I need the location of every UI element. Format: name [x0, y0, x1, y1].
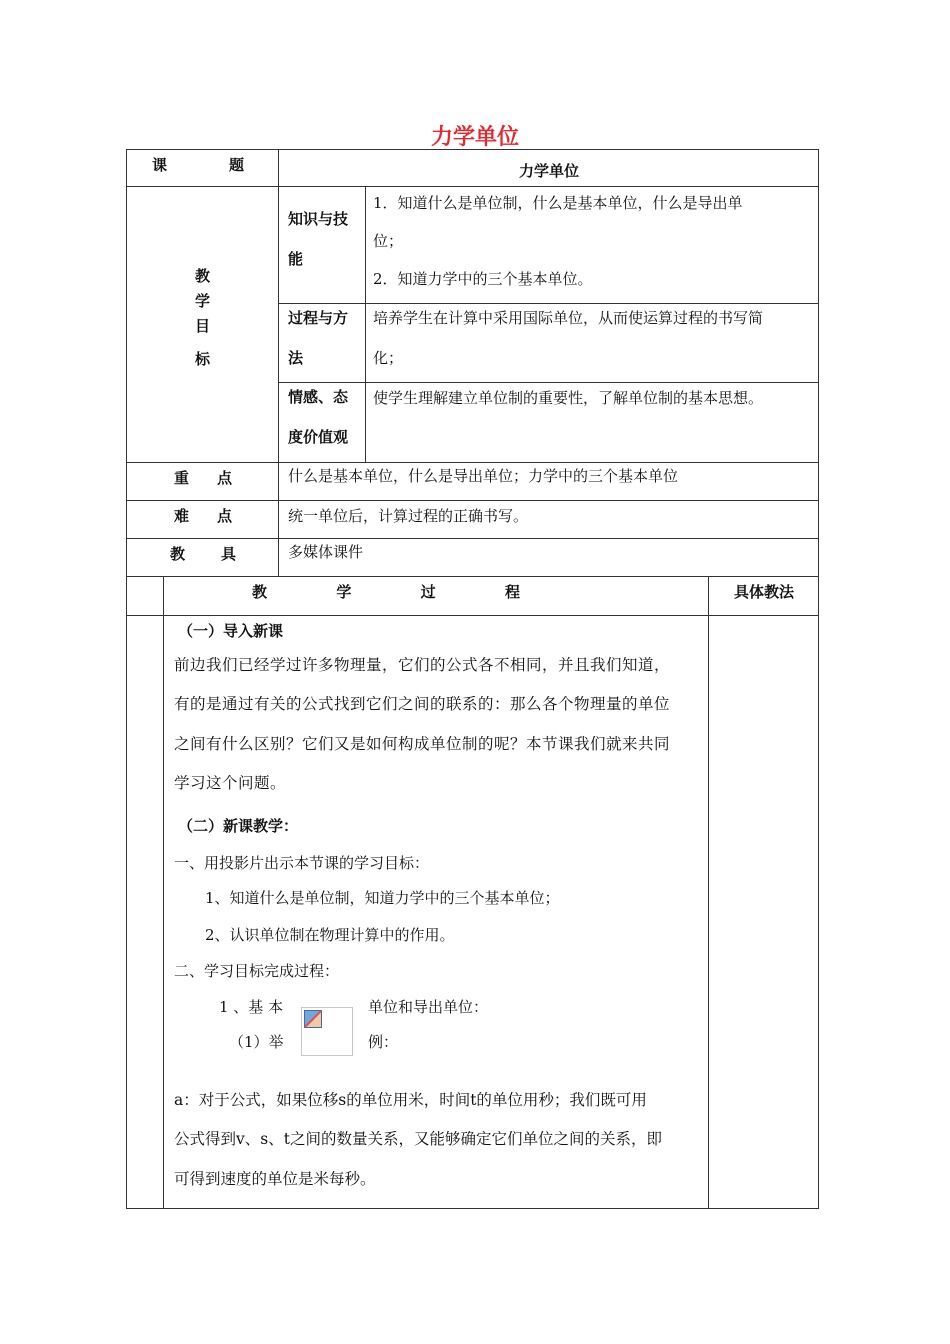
paragraph-line: 之间有什么区别？它们又是如何构成单位制的呢？本节课我们就来共同 — [174, 734, 671, 753]
topic-value: 力学单位 — [518, 162, 579, 180]
category-line: 情感、态 — [288, 388, 349, 406]
label-char: 点 — [216, 507, 232, 525]
difficulties-value: 统一单位后，计算过程的正确书写。 — [288, 507, 529, 525]
topic-label-char: 题 — [228, 156, 244, 174]
step-two: 二、学习目标完成过程： — [174, 962, 340, 980]
goal-one: 1、知道什么是单位制，知道力学中的三个基本单位； — [205, 889, 560, 907]
label-char: 点 — [216, 469, 232, 487]
objectives-label — [127, 264, 278, 372]
category-line: 过程与方 — [288, 309, 349, 327]
broken-image-icon — [304, 1010, 322, 1028]
sub-one-left: 1 、基 本 — [219, 998, 284, 1016]
objectives-label-char: 学 — [194, 292, 210, 310]
column-divider — [365, 186, 366, 462]
column-divider — [163, 576, 164, 1209]
process-header-label — [252, 581, 520, 602]
example-paragraph — [174, 1081, 704, 1199]
section-intro-title: （一）导入新课 — [178, 622, 284, 640]
category-line: 度价值观 — [288, 428, 349, 446]
objective-category-knowledge — [288, 199, 365, 279]
tools-label — [170, 543, 236, 564]
sub-two-right: 例： — [368, 1033, 399, 1051]
paragraph-line: 有的是通过有关的公式找到它们之间的联系的：那么各个物理量的单位 — [174, 695, 671, 714]
goal-two: 2、认识单位制在物理计算中的作用。 — [205, 926, 455, 944]
label-char: 难 — [174, 507, 190, 525]
objective-line: 使学生理解建立单位制的重要性，了解单位制的基本思想。 — [373, 389, 764, 407]
topic-label — [152, 154, 244, 175]
label-char: 教 — [252, 583, 268, 601]
label-char: 过 — [420, 583, 436, 601]
sub-one-right: 单位和导出单位： — [368, 998, 489, 1016]
label-char: 重 — [174, 469, 190, 487]
page-title: 力学单位 — [430, 125, 519, 150]
category-line: 法 — [288, 349, 304, 367]
paragraph-line: 公式得到v、s、t之间的数量关系，又能够确定它们单位之间的关系，即 — [174, 1130, 662, 1149]
objective-line: 化； — [373, 349, 404, 367]
step-one: 一、用投影片出示本节课的学习目标： — [174, 854, 430, 872]
objective-line: 培养学生在计算中采用国际单位，从而使运算过程的书写简 — [373, 309, 764, 327]
objective-line: 位； — [373, 232, 404, 250]
row-divider — [126, 538, 819, 539]
paragraph-line: 可得到速度的单位是米每秒。 — [174, 1169, 376, 1188]
difficulties-label — [174, 505, 232, 526]
objective-text-process — [373, 298, 817, 378]
broken-image-placeholder — [301, 1007, 353, 1056]
sub-two-left: （1）举 — [229, 1033, 284, 1051]
paragraph-line: 前边我们已经学过许多物理量，它们的公式各不相同，并且我们知道， — [174, 656, 671, 674]
category-line: 能 — [288, 250, 304, 268]
row-divider — [126, 500, 819, 501]
paragraph-line: a：对于公式，如果位移s的单位用米，时间t的单位用秒；我们既可用 — [174, 1091, 647, 1109]
label-char: 学 — [336, 583, 352, 601]
category-line: 知识与技 — [288, 210, 349, 228]
objective-text-emotion — [373, 378, 817, 418]
tools-value: 多媒体课件 — [288, 543, 364, 561]
objective-text-knowledge — [373, 184, 817, 298]
method-header-label: 具体教法 — [733, 583, 794, 601]
intro-paragraph — [174, 646, 704, 803]
row-divider — [126, 576, 819, 577]
objective-line: 2．知道力学中的三个基本单位。 — [373, 270, 593, 288]
key-points-label — [174, 467, 232, 488]
objective-line: 1．知道什么是单位制，什么是基本单位，什么是导出单 — [373, 194, 743, 212]
objective-category-process — [288, 298, 365, 378]
topic-label-char: 课 — [152, 156, 168, 174]
column-divider — [708, 576, 709, 1209]
objective-category-emotion — [288, 377, 365, 457]
section-new-title: （二）新课教学： — [178, 817, 299, 835]
paragraph-line: 学习这个问题。 — [174, 773, 287, 792]
label-char: 程 — [504, 583, 520, 601]
label-char: 教 — [170, 545, 186, 563]
label-char: 具 — [220, 545, 236, 563]
column-divider — [278, 149, 279, 576]
objectives-label-char: 标 — [194, 350, 210, 368]
objectives-label-char: 教 — [194, 267, 210, 285]
row-divider — [126, 615, 819, 616]
row-divider — [126, 462, 819, 463]
objectives-label-char: 目 — [194, 317, 210, 335]
key-points-value: 什么是基本单位，什么是导出单位；力学中的三个基本单位 — [288, 467, 679, 485]
